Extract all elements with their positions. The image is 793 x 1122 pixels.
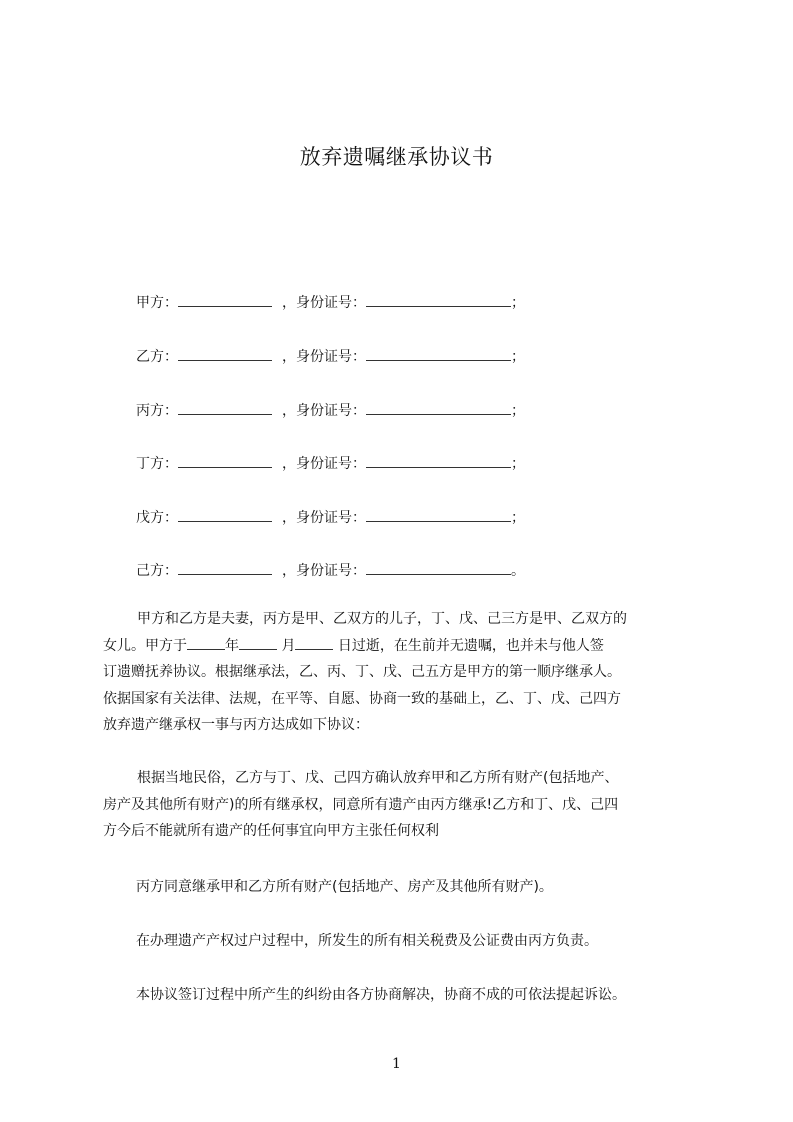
party-line-ding (136, 453, 525, 473)
text-fragment: 日过逝，在生前并无遗嘱，也并未与他人签 (337, 637, 604, 654)
text-line: 甲方和乙方是夫妻，丙方是甲、乙双方的儿子，丁、戊、己三方是甲、乙双方的 (137, 611, 627, 627)
party-line-ji (136, 560, 525, 580)
name-blank (178, 348, 272, 361)
day-blank (295, 637, 333, 650)
party-label: 丁方： (136, 456, 178, 472)
text-line: 根据当地民俗，乙方与丁、戊、己四方确认放弃甲和乙方所有财产(包括地产、 (137, 770, 619, 786)
month-blank (239, 637, 277, 650)
paragraph-disputes: 本协议签订过程中所产生的纠纷由各方协商解决，协商不成的可依法提起诉讼。 (136, 987, 626, 1003)
party-line-wu (136, 507, 525, 527)
party-label: 甲方： (136, 295, 178, 311)
party-line-jia (136, 292, 525, 312)
id-label: ，身份证号： (282, 349, 366, 365)
id-blank (366, 509, 511, 522)
id-blank (366, 562, 511, 575)
paragraph-fees: 在办理遗产产权过户过程中，所发生的所有相关税费及公证费由丙方负责。 (136, 933, 598, 949)
text-line-date (103, 633, 703, 660)
paragraph-renunciation (103, 765, 703, 845)
line-end: 。 (511, 563, 525, 579)
text-line: 房产及其他所有财产)的所有继承权，同意所有遗产由丙方继承!乙方和丁、戊、己四 (103, 796, 619, 813)
text-fragment: 月 (281, 637, 296, 654)
line-end: ； (511, 456, 525, 472)
page-title: 放弃遗嘱继承协议书 (299, 145, 494, 169)
text-line: 方今后不能就所有遗产的任何事宜向甲方主张任何权利 (103, 823, 439, 839)
text-line: 放弃遗产继承权一事与丙方达成如下协议： (103, 717, 369, 733)
party-line-yi (136, 346, 525, 366)
line-end: ； (511, 349, 525, 365)
year-blank (187, 637, 225, 650)
paragraph-background (103, 606, 703, 739)
id-label: ，身份证号： (282, 510, 366, 526)
page-number: 1 (392, 1056, 401, 1072)
name-blank (178, 455, 272, 468)
id-label: ，身份证号： (282, 456, 366, 472)
id-blank (366, 294, 511, 307)
text-fragment: 年 (225, 637, 239, 654)
name-blank (178, 402, 272, 415)
name-blank (178, 509, 272, 522)
text-line: 依据国家有关法律、法规，在平等、自愿、协商一致的基础上，乙、丁、戊、己四方 (103, 690, 621, 707)
id-label: ，身份证号： (282, 403, 366, 419)
party-label: 乙方： (136, 349, 178, 365)
id-label: ，身份证号： (282, 295, 366, 311)
text-fragment: 女儿。甲方于 (103, 637, 187, 654)
paragraph-acceptance: 丙方同意继承甲和乙方所有财产(包括地产、房产及其他所有财产)。 (136, 879, 553, 895)
party-label: 丙方： (136, 403, 178, 419)
id-blank (366, 402, 511, 415)
name-blank (178, 294, 272, 307)
party-label: 己方： (136, 563, 178, 579)
party-label: 戊方： (136, 510, 178, 526)
line-end: ； (511, 510, 525, 526)
id-blank (366, 455, 511, 468)
party-line-bing (136, 400, 525, 420)
line-end: ； (511, 295, 525, 311)
id-label: ，身份证号： (282, 563, 366, 579)
text-line: 订遗赠抚养协议。根据继承法，乙、丙、丁、戊、己五方是甲方的第一顺序继承人。 (103, 664, 621, 680)
name-blank (178, 562, 272, 575)
id-blank (366, 348, 511, 361)
line-end: ； (511, 403, 525, 419)
